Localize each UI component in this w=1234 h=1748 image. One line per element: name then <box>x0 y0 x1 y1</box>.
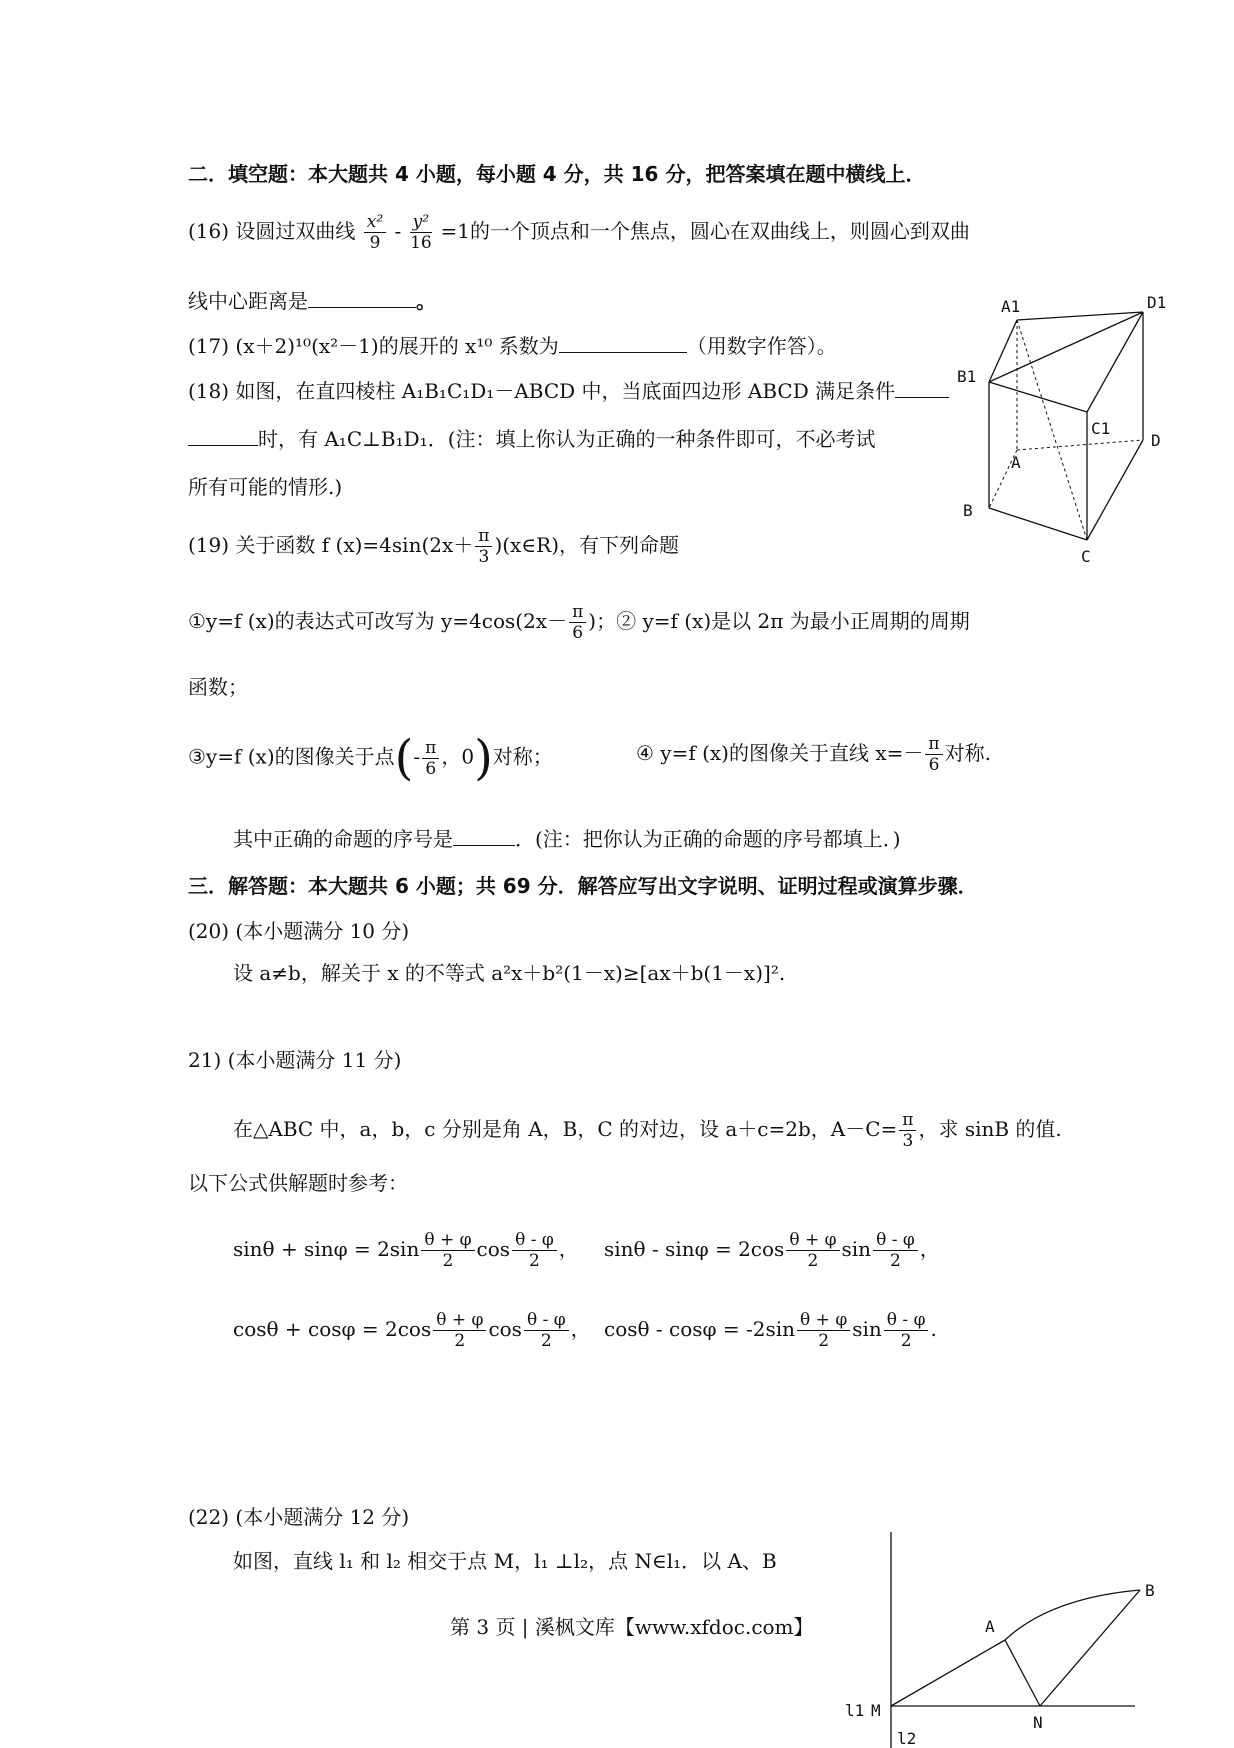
prism-label-c: C <box>1081 547 1091 566</box>
q19-p4-pre: ④ y=f (x)的图像关于直线 x=－ <box>636 741 924 765</box>
formula-3-mid: cos <box>488 1317 522 1341</box>
q17-number: (17) <box>188 334 230 358</box>
question-17 <box>188 332 837 359</box>
q16-line2-text: 线中心距离是 <box>188 289 308 313</box>
q18-line2: 时，有 A₁C⊥B₁D₁．(注：填上你认为正确的一种条件即可，不必考试 <box>258 427 876 451</box>
q19-p3-minus: - <box>413 744 421 769</box>
geometry-figure <box>835 1530 1165 1748</box>
formula-2: sinθ - sinφ = 2cos $\frac{\theta + \varphi}{2}$ sin $\frac{\theta - \varphi}{2}$ ， <box>604 1230 940 1271</box>
q19-proposition-1-2 <box>188 602 970 643</box>
q16-number: (16) <box>188 219 230 243</box>
q19-answer-line <box>233 825 901 852</box>
question-18-line3: 所有可能的情形.) <box>188 475 343 499</box>
q16-fraction-y: $\frac{\text{y²}}{16}$ <box>410 212 432 253</box>
q18-line1: 如图，在直四棱柱 A₁B₁C₁D₁－ABCD 中，当底面四边形 ABCD 满足条件 <box>235 379 896 403</box>
formula-intro: 以下公式供解题时参考： <box>188 1171 408 1195</box>
q16-eq: =1 <box>440 219 470 243</box>
q19-p3-post: 对称； <box>492 744 553 769</box>
prism-label-a: A <box>1011 453 1021 472</box>
formula-3: cosθ + cosφ = 2cos $\frac{\theta + \varphi}{2}$ cos $\frac{\theta - \varphi}{2}$ ， <box>233 1310 591 1351</box>
q21-text <box>233 1110 1062 1151</box>
prism-label-c1: C1 <box>1091 419 1111 438</box>
formula-2-mid: sin <box>841 1237 872 1261</box>
q19-pre: 关于函数 f (x)=4sin(2x＋ <box>235 533 474 557</box>
q16-post: 的一个顶点和一个焦点，圆心在双曲线上，则圆心到双曲 <box>469 219 970 243</box>
question-16-line2 <box>188 287 436 314</box>
figure2-label-l2: l2 <box>897 1729 917 1748</box>
q21-fraction-pi-3: $\frac{\pi}{3}$ <box>899 1110 916 1151</box>
formula-1: sinθ + sinφ = 2sin $\frac{\theta + \varphi}{2}$ cos $\frac{\theta - \varphi}{2}$ ， <box>233 1230 579 1271</box>
fill-section-heading: 二．填空题：本大题共 4 小题，每小题 4 分，共 16 分，把答案填在题中横线上． <box>188 162 926 186</box>
figure2-label-l1: l1 <box>845 1701 865 1720</box>
q19-p1-post: )；② y=f (x)是以 2π 为最小正周期的周期 <box>588 609 970 633</box>
q18-number: (18) <box>188 379 230 403</box>
q19-fraction-pi-6: $\frac{\pi}{6}$ <box>569 602 586 643</box>
q20-title: (20) (本小题满分 10 分) <box>188 919 410 943</box>
q17-tail: （用数字作答）。 <box>686 334 837 358</box>
q16-pre: 设圆过双曲线 <box>235 219 356 243</box>
prism-figure <box>955 290 1185 576</box>
q19-proposition-3: ③y=f (x)的图像关于点(- $\frac{\pi}{6}$ ，0)对称； <box>188 730 553 786</box>
q21-title: 21) (本小题满分 11 分) <box>188 1048 402 1072</box>
q19-proposition-4 <box>636 734 991 775</box>
q22-text: 如图，直线 l₁ 和 l₂ 相交于点 M，l₁ ⊥l₂，点 N∈l₁．以 A、B <box>233 1549 777 1573</box>
q17-text: (x＋2)¹⁰(x²－1)的展开的 x¹⁰ 系数为 <box>235 334 559 358</box>
prism-label-d: D <box>1151 431 1161 450</box>
q19-answer-blank[interactable] <box>453 825 515 846</box>
page-footer: 第 3 页 | 溪枫文库【www.xfdoc.com】 <box>450 1615 814 1639</box>
q19-post: )(x∈R)，有下列命题 <box>494 533 680 557</box>
formula-1-lhs: sinθ + sinφ = 2sin <box>233 1237 420 1261</box>
formula-2-lhs: sinθ - sinφ = 2cos <box>604 1237 785 1261</box>
q18-answer-blank-a[interactable] <box>895 377 949 398</box>
formula-4: cosθ - cosφ = -2sin $\frac{\theta + \varphi}{2}$ sin $\frac{\theta - \varphi}{2}$ . <box>604 1310 937 1351</box>
q19-fraction-pi-6-point: $\frac{\pi}{6}$ <box>422 738 439 779</box>
q19-answer-pre: 其中正确的命题的序号是 <box>233 827 453 851</box>
figure2-label-a: A <box>985 1617 995 1636</box>
formula-1-mid: cos <box>476 1237 511 1261</box>
q19-answer-post: ．(注：把你认为正确的命题的序号都填上．) <box>515 827 901 851</box>
question-18 <box>188 377 949 404</box>
figure2-label-b: B <box>1145 1581 1155 1600</box>
prism-label-b: B <box>963 501 973 520</box>
q19-proposition-line2: 函数； <box>188 675 248 699</box>
q22-title: (22) (本小题满分 12 分) <box>188 1505 410 1529</box>
prism-label-a1: A1 <box>1001 297 1021 316</box>
q19-p1-pre: ①y=f (x)的表达式可改写为 y=4cos(2x－ <box>188 609 568 633</box>
figure2-label-n: N <box>1033 1713 1043 1732</box>
question-16 <box>188 212 970 253</box>
figure2-label-m: M <box>871 1701 881 1720</box>
prism-label-d1: D1 <box>1147 293 1167 312</box>
q21-post: ，求 sinB 的值. <box>918 1117 1062 1141</box>
q19-p3-pre: ③y=f (x)的图像关于点 <box>188 744 395 769</box>
solve-section-heading: 三．解答题：本大题共 6 小题；共 69 分．解答应写出文字说明、证明过程或演算步骤． <box>188 874 978 898</box>
q16-end: 。 <box>416 289 436 313</box>
question-18-line2 <box>188 425 876 452</box>
q16-minus: - <box>394 219 402 243</box>
q19-p4-post: 对称. <box>944 741 991 765</box>
q19-fraction-pi-3: $\frac{\pi}{3}$ <box>475 526 492 567</box>
q19-p3-zero: ，0 <box>441 744 475 769</box>
q19-fraction-pi-6-line: $\frac{\pi}{6}$ <box>925 734 942 775</box>
formula-3-lhs: cosθ + cosφ = 2cos <box>233 1317 432 1341</box>
q19-number: (19) <box>188 533 230 557</box>
question-19 <box>188 526 679 567</box>
q16-fraction-x: $\frac{\text{x²}}{9}$ <box>364 212 386 253</box>
q18-answer-blank-b[interactable] <box>188 425 258 446</box>
formula-4-lhs: cosθ - cosφ = -2sin <box>604 1317 796 1341</box>
q20-text: 设 a≠b，解关于 x 的不等式 a²x＋b²(1－x)≥[ax＋b(1－x)]². <box>233 961 786 985</box>
q16-answer-blank[interactable] <box>308 287 416 308</box>
q17-answer-blank[interactable] <box>559 332 687 353</box>
q21-pre: 在△ABC 中，a，b，c 分别是角 A，B，C 的对边，设 a＋c=2b，A－C= <box>233 1117 898 1141</box>
prism-label-b1: B1 <box>957 367 977 386</box>
formula-4-mid: sin <box>852 1317 882 1341</box>
